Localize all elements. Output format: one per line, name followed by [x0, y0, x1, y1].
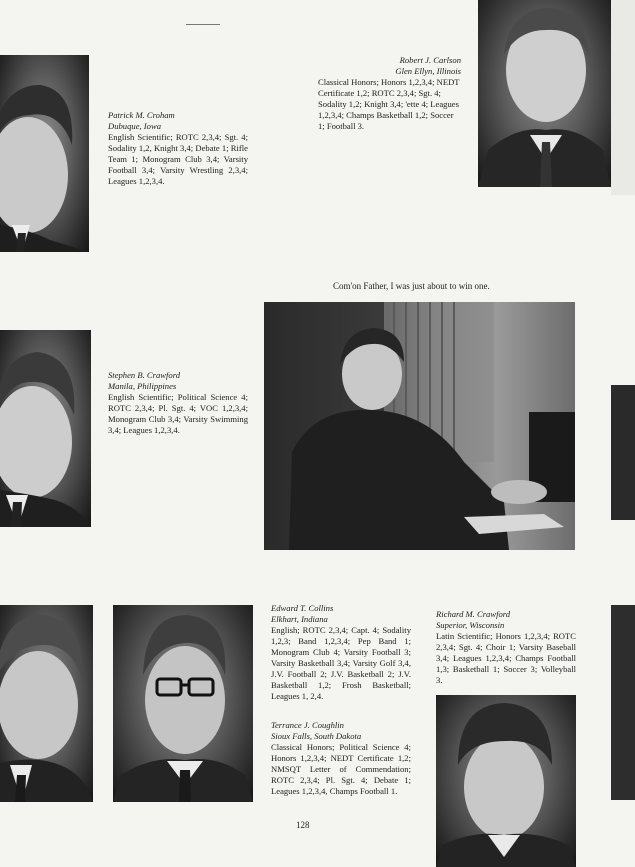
student-hometown: Manila, Philippines [108, 381, 177, 391]
student-name: Patrick M. Croham [108, 110, 175, 120]
bio-robert-carlson [318, 55, 461, 132]
decorative-dash [186, 24, 220, 25]
student-name: Terrance J. Coughlin [271, 720, 344, 730]
portrait-robert-carlson [478, 0, 611, 187]
page-edge-dark [611, 605, 635, 800]
student-name: Stephen B. Crawford [108, 370, 181, 380]
portrait-bottom-left [0, 605, 93, 802]
portrait-glasses [113, 605, 253, 802]
student-activities: Latin Scientific; Honors 1,2,3,4; ROTC 2,3,4; Sgt. 4; Choir 1; Varsity Baseball 3,4; Leagues 1,2,3,4; Champs Football 1,3; Basketball 1; Soccer 3; Volleyball 3. [436, 631, 576, 685]
student-hometown: Elkhart, Indiana [271, 614, 328, 624]
student-activities: English; ROTC 2,3,4; Capt. 4; Sodality 1,2,3; Band 1,2,3,4; Pep Band 1; Monogram Club 4; Varsity Football 3; Varsity Basketball 3,4; Varsity Golf 3,4, J.V. Football 2; J.V. Basketball 2; J.V. Basketball 1,2; Frosh Basketball; Leagues 1, 2,4. [271, 625, 411, 701]
bio-terrance-coughlin [271, 720, 411, 797]
student-hometown: Dubuque, Iowa [108, 121, 161, 131]
portrait-patrick-croham [0, 55, 89, 252]
student-activities: English Scientific; ROTC 2,3,4; Sgt. 4; Sodality 1,2, Knight 3,4; Debate 1; Rifle Team 1; Monogram Club 3,4; Varsity Football 3,4; Varsity Wrestling 2,3,4; Leagues 1,2,3,4. [108, 132, 248, 186]
candid-photo [264, 302, 575, 550]
photo-caption: Com'on Father, I was just about to win one. [333, 281, 490, 291]
bio-stephen-crawford [108, 370, 248, 436]
student-hometown: Sioux Falls, South Dakota [271, 731, 362, 741]
portrait-stephen-crawford [0, 330, 91, 527]
bio-patrick-croham [108, 110, 248, 187]
page-edge-dark [611, 385, 635, 520]
bio-edward-collins [271, 603, 411, 702]
student-name: Richard M. Crawford [436, 609, 511, 619]
student-name: Edward T. Collins [271, 603, 334, 613]
student-activities: Classical Honors; Honors 1,2,3,4; NEDT Certificate 1,2; ROTC 2,3,4; Sgt. 4; Sodality 1,2; Knight 3,4; 'ette 4; Leagues 1,2,3,4; Champs Basketball 1,2; Soccer 1; Football 3. [318, 77, 460, 131]
student-hometown: Superior, Wisconsin [436, 620, 505, 630]
student-hometown: Glen Ellyn, Illinois [395, 66, 461, 76]
portrait-bottom-right [436, 695, 576, 867]
student-name: Robert J. Carlson [399, 55, 461, 65]
student-activities: English Scientific; Political Science 4; ROTC 2,3,4; Pl. Sgt. 4; VOC 1,2,3,4; Monogram Club 3,4; Varsity Swimming 3,4; Leagues 1,2,3,4. [108, 392, 248, 435]
page-edge [611, 0, 635, 195]
student-activities: Classical Honors; Political Science 4; Honors 1,2,3,4; NEDT Certificate 1,2; NMSQT Letter of Commendation; ROTC 2,3,4; Pl. Sgt. 4; Debate 1; Leagues 1,2,3,4, Champs Football 1. [271, 742, 411, 796]
bio-richard-crawford [436, 609, 576, 686]
page-number: 128 [296, 820, 310, 830]
